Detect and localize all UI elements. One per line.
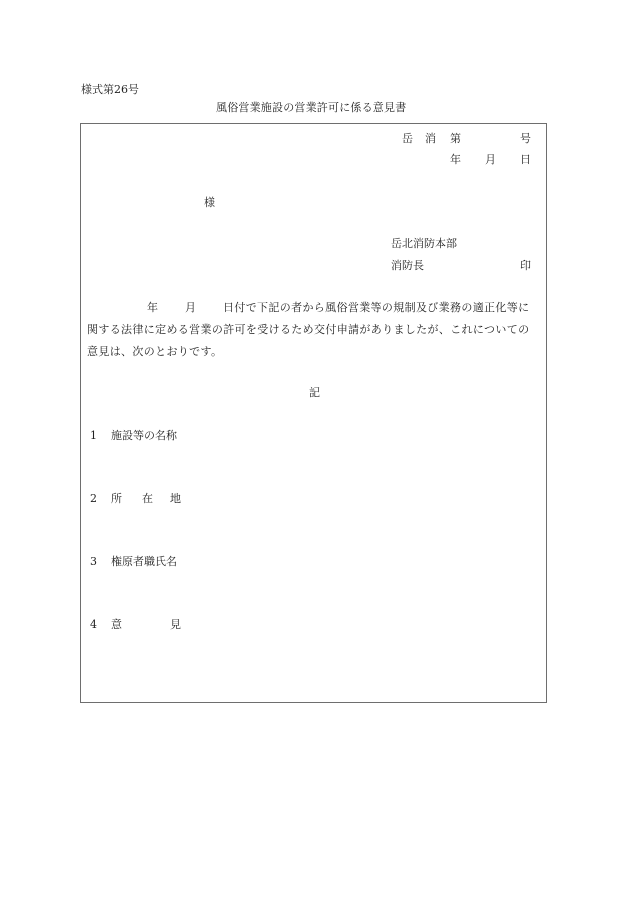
body-line-1-text: 日付で下記の者から風俗営業等の規制及び業務の適正化等に bbox=[223, 301, 530, 314]
item-number: 1 bbox=[90, 429, 97, 442]
date-month-label: 月 bbox=[485, 153, 496, 166]
item-label-part: 地 bbox=[170, 492, 181, 505]
addressee-honorific: 様 bbox=[204, 196, 215, 209]
reference-prefix-2: 消 bbox=[425, 132, 436, 145]
date-day-label: 日 bbox=[520, 153, 531, 166]
item-number: 4 bbox=[90, 618, 97, 631]
item-number: 2 bbox=[90, 492, 97, 505]
item-label-part: 意 bbox=[111, 618, 122, 631]
item-label-part: 所 bbox=[111, 492, 122, 505]
seal-mark: 印 bbox=[520, 259, 531, 272]
form-number: 様式第26号 bbox=[81, 83, 139, 96]
notation-heading: 記 bbox=[309, 386, 320, 399]
sender-title: 消防長 bbox=[391, 259, 424, 272]
body-year-label: 年 bbox=[147, 301, 159, 314]
item-label: 施設等の名称 bbox=[111, 429, 177, 442]
item-number: 3 bbox=[90, 555, 97, 568]
item-label-part: 見 bbox=[170, 618, 181, 631]
date-year-label: 年 bbox=[450, 153, 461, 166]
item-label: 権原者職氏名 bbox=[111, 555, 177, 568]
body-line-2: 関する法律に定める営業の許可を受けるため交付申請がありましたが、これについての bbox=[87, 323, 530, 336]
body-line-3: 意見は、次のとおりです。 bbox=[87, 345, 223, 358]
reference-prefix-3: 第 bbox=[450, 132, 461, 145]
form-frame bbox=[80, 123, 547, 703]
sender-organization: 岳北消防本部 bbox=[391, 237, 457, 250]
body-month-label: 月 bbox=[185, 301, 197, 314]
reference-prefix-1: 岳 bbox=[402, 132, 413, 145]
document-title: 風俗営業施設の営業許可に係る意見書 bbox=[216, 101, 407, 114]
item-label-part: 在 bbox=[142, 492, 153, 505]
reference-suffix: 号 bbox=[520, 132, 531, 145]
